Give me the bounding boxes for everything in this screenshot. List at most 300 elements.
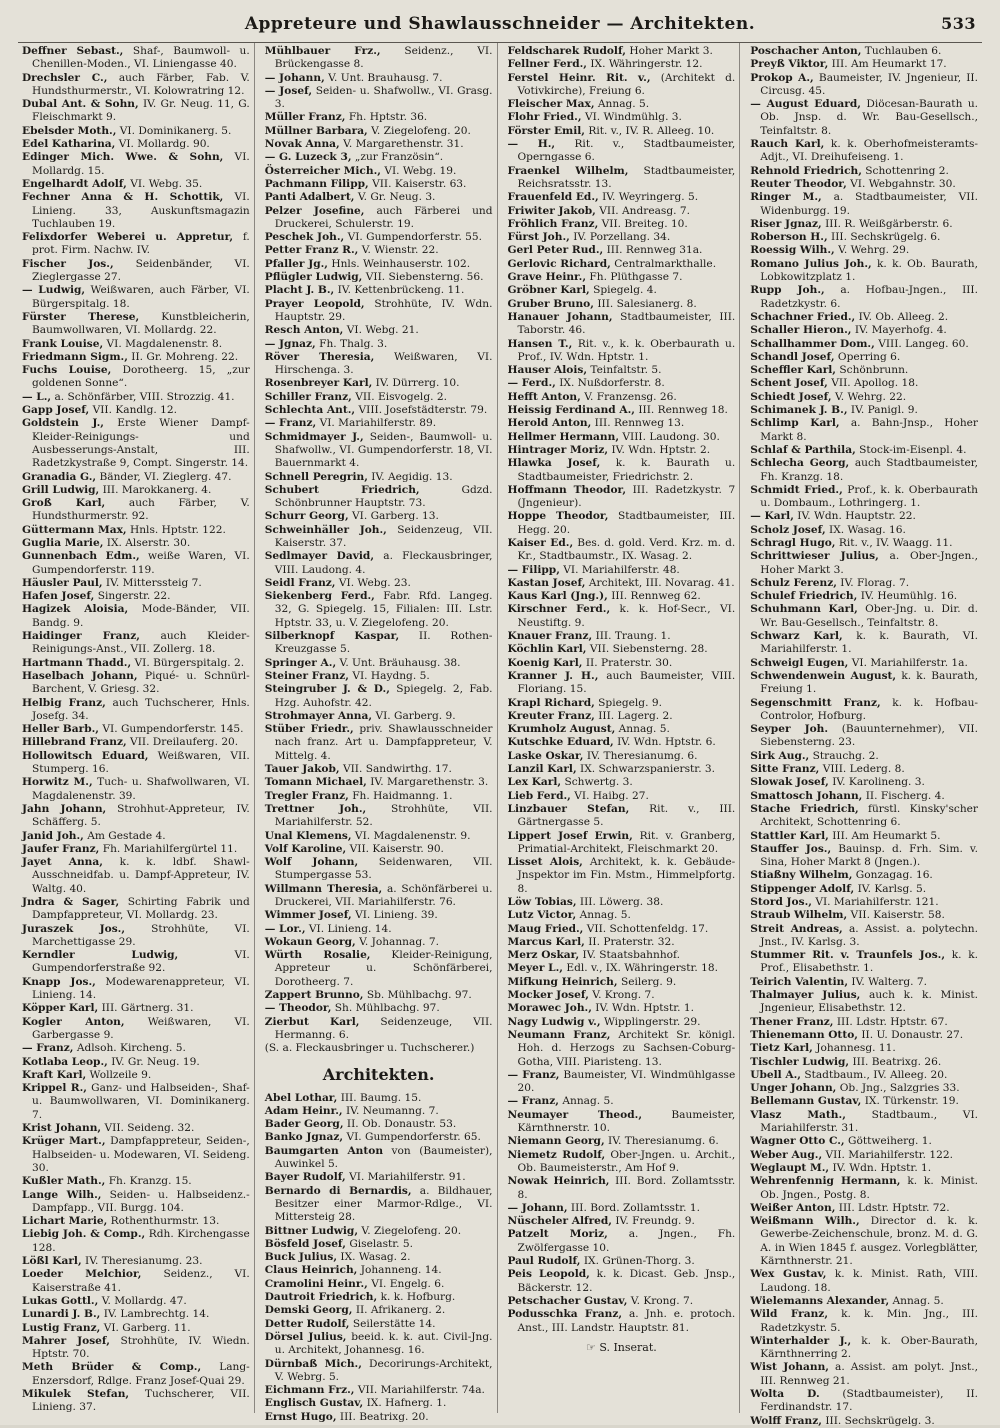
entry-name: Adam Heinr.,	[264, 1104, 343, 1117]
entry-name: Detter Rudolf,	[264, 1317, 350, 1330]
entry-name: Unger Johann,	[750, 1082, 837, 1095]
entry-details: priv. Shawlausschneider nach franz. Art u. Dampfappreteur, V. Mittelg. 4.	[274, 723, 493, 762]
directory-entry	[750, 923, 978, 950]
entry-name: Marcus Karl,	[507, 935, 585, 948]
entry-details: IV. Kettenbrückeng. 11.	[337, 284, 465, 297]
entry-details: Spiegelg. 2, Fab. Hzg. Auhofstr. 42.	[274, 683, 493, 709]
entry-details: Bänder, VI. Zieglerg. 47.	[99, 470, 232, 483]
entry-name: Kirschner Ferd.,	[507, 603, 611, 616]
entry-details: a. Stadtbaumeister, VII. Widenburgg. 19.	[760, 191, 978, 217]
directory-entry	[508, 444, 736, 457]
entry-details: Tuchscherer, VII. Linieng. 37.	[32, 1387, 250, 1414]
directory-entry	[750, 457, 978, 484]
directory-entry	[508, 1268, 736, 1295]
directory-entry	[22, 1322, 250, 1335]
directory-entry	[265, 1264, 493, 1277]
entry-name: Englisch Gustav,	[264, 1397, 364, 1410]
entry-name: Schlaf & Parthila,	[750, 443, 856, 456]
entry-details: III. Marokkanerg. 4.	[102, 483, 212, 496]
entry-name: Rupp Joh.,	[750, 284, 825, 297]
entry-name: Jndra & Sager,	[22, 896, 120, 908]
entry-details: Seidenbänder, VI. Zieglergasse 27.	[32, 257, 250, 284]
entry-name: Lunardi J. B.,	[22, 1308, 101, 1321]
entry-details: Spiegelg. 9.	[598, 696, 662, 709]
directory-entry	[265, 1304, 493, 1317]
entry-name: Nowak Heinrich,	[507, 1175, 610, 1188]
entry-name: Mikulek Stefan,	[22, 1387, 130, 1400]
entry-name: Stummer Rit. v. Traunfels Jos.,	[750, 949, 946, 962]
entry-details: VI. Bürgerspitalg. 2.	[134, 656, 245, 669]
entry-details: VI. Linieng. 33, Auskunftsmagazin Tuchlauben 19.	[32, 191, 250, 230]
directory-entry	[265, 231, 493, 244]
entry-name: Kranner J. H.,	[507, 669, 599, 682]
entry-details: Director d. k. k. Gewerbe-Zeichenschule, bronz. M. d. G. A. in Wien 1845 f. ausgez. Vorlegblätter, Kärnthnerstr. 21.	[760, 1215, 978, 1268]
entry-details: II. Praterstr. 30.	[585, 656, 673, 669]
entry-name: Schlimp Karl,	[750, 417, 840, 430]
entry-details: V. Franzensg. 26.	[584, 390, 677, 403]
entry-name: Frank Louise,	[22, 337, 104, 350]
entry-details: Operring 6.	[837, 350, 901, 363]
entry-details: VI. Haibg. 27.	[574, 789, 649, 802]
entry-details: III. Bord. Zollamtsstr. 8.	[517, 1175, 736, 1201]
entry-name: Haidinger Franz,	[22, 630, 140, 643]
entry-details: IV. Wdn. Hptstr. 2.	[611, 443, 711, 456]
entry-details: Giselastr. 5.	[349, 1237, 414, 1250]
entry-details: (Architekt d. Votivkirche), Freiung 6.	[517, 71, 736, 97]
entry-details: III. Beatrixg. 26.	[852, 1055, 942, 1068]
entry-name: Wolff Franz,	[750, 1414, 822, 1427]
entry-name: Ferstel Heinr. Rit. v.,	[507, 71, 651, 84]
directory-entry	[265, 723, 493, 763]
directory-entry	[750, 976, 978, 989]
entry-name: Guglia Marie,	[22, 536, 104, 549]
entry-name: Fraenkel Wilhelm,	[507, 164, 629, 177]
directory-entry	[750, 351, 978, 364]
directory-entry	[508, 577, 736, 590]
entry-name: Patzelt Moriz,	[507, 1228, 608, 1241]
entry-details: (Bauunternehmer), VII. Siebensterng. 23.	[760, 723, 978, 749]
entry-details: Fh. Hptstr. 36.	[348, 111, 428, 124]
entry-name: Niemann Georg,	[507, 1135, 605, 1148]
entry-details: auch Färber, Fab. V. Hundsthurmerstr., VI. Kolowratring 12.	[32, 71, 250, 97]
entry-name: Hauser Alois,	[507, 364, 588, 377]
entry-details: auch Tuchscherer, Hnls. Josefg. 34.	[32, 696, 250, 722]
entry-name: Deffner Sebast.,	[22, 45, 124, 57]
entry-details: VI. Mariahilferstr. 121.	[815, 896, 939, 908]
directory-entry	[22, 151, 250, 178]
directory-entry	[508, 723, 736, 736]
entry-name: Tregler Franz,	[264, 789, 349, 802]
directory-entry	[265, 191, 493, 204]
entry-name: Weißmann Wilh.,	[750, 1215, 860, 1228]
entry-details: beeid. k. k. aut. Civil-Jng. u. Architekt, Johannesg. 16.	[274, 1330, 493, 1357]
entry-name: Stippenger Adolf,	[750, 882, 855, 895]
directory-entry	[265, 510, 493, 523]
entry-name: Schimanek J. B.,	[750, 404, 848, 417]
directory-entry	[22, 949, 250, 976]
entry-details: Seidenz., VI. Kaiserstraße 41.	[32, 1268, 250, 1294]
entry-details: Göttweiherg. 1.	[847, 1135, 932, 1148]
entry-name: Roessig Wilh.,	[750, 244, 835, 257]
entry-details: IX. Hafnerg. 1.	[366, 1397, 447, 1410]
directory-entry	[750, 896, 978, 909]
entry-name: Hintrager Moriz,	[507, 443, 609, 456]
entry-name: Pelzer Josefine,	[264, 204, 365, 217]
directory-entry	[265, 1384, 493, 1397]
entry-details: Rdh. Kirchengasse 128.	[32, 1228, 250, 1254]
directory-entry	[508, 776, 736, 789]
directory-entry	[22, 1122, 250, 1135]
directory-entry	[750, 603, 978, 630]
entry-name: Ringer M.,	[750, 191, 822, 204]
directory-entry	[265, 1291, 493, 1304]
directory-entry	[22, 976, 250, 1003]
entry-details: Fh. Thalg. 3.	[319, 337, 388, 350]
entry-details: IV. Mayerhofg. 4.	[854, 324, 947, 337]
entry-details: VII. Sandwirthg. 17.	[342, 763, 452, 776]
entry-details: VI. Webg. 23.	[338, 576, 411, 589]
directory-entry	[750, 324, 978, 337]
directory-entry	[750, 657, 978, 670]
directory-entry	[265, 1105, 493, 1118]
entry-name: Friwiter Jakob,	[507, 204, 596, 217]
entry-name: Krüger Mart.,	[22, 1135, 106, 1148]
directory-entry	[508, 1135, 736, 1148]
section-heading: Architekten.	[322, 1064, 435, 1084]
directory-entry	[22, 311, 250, 338]
entry-details: Stadtbaumeister, III. Hegg. 20.	[517, 510, 736, 536]
entry-name: Groß Karl,	[22, 497, 106, 510]
entry-name: Merz Oskar,	[507, 949, 580, 962]
entry-name: Hartmann Thadd.,	[22, 656, 132, 669]
directory-entry	[265, 431, 493, 471]
entry-details: Schottenring 2.	[865, 164, 949, 177]
entry-details: Johannesg. 11.	[816, 1042, 896, 1055]
entry-details: IV. Theresianumg. 6.	[586, 749, 698, 762]
directory-entry	[265, 338, 493, 351]
entry-name: Weglaupt M.,	[750, 1161, 830, 1174]
entry-name: Linzbauer Stefan,	[507, 802, 630, 815]
entry-details: VI. Mariahilferstr. 1a.	[851, 656, 968, 669]
entry-details: IV. Mitterssteig 7.	[105, 576, 202, 589]
entry-details: k. k. Baurath, Freiung 1.	[760, 669, 978, 696]
entry-name: Heller Barb.,	[22, 723, 99, 736]
entry-details: Hoher Markt 3.	[629, 45, 713, 57]
directory-entry	[508, 1202, 736, 1215]
entry-details: Rit. v., Stadtbaumeister, Operngasse 6.	[517, 138, 736, 164]
entry-name: Hagizek Aloisia,	[22, 603, 129, 616]
entry-name: Wagner Otto C.,	[750, 1135, 845, 1148]
directory-entry	[22, 417, 250, 470]
entry-details: II. Rothen-Kreuzgasse 5.	[274, 630, 493, 656]
entry-details: Hnls. Hptstr. 122.	[130, 523, 226, 536]
entry-details: Strohhüte, IV. Wdn. Hauptstr. 29.	[274, 297, 493, 323]
entry-name: Edinger Mich. Wwe. & Sohn,	[22, 151, 224, 164]
entry-name: Wolf Johann,	[264, 856, 359, 869]
entry-name: Lutz Victor,	[507, 909, 577, 922]
entry-details: Spiegelg. 4.	[593, 284, 657, 297]
directory-entry	[750, 1308, 978, 1335]
entry-details: Stock-im-Eisenpl. 4.	[859, 443, 967, 456]
entry-details: Kunstbleicherin, Baumwollwaren, VI. Mollardg. 22.	[32, 310, 250, 337]
directory-entry	[508, 936, 736, 949]
entry-details: VI. Mariahilferstr. 48.	[563, 563, 680, 576]
entry-name: Rehnold Friedrich,	[750, 164, 862, 177]
entry-details: Annag. 5.	[618, 723, 670, 736]
entry-details: VII. Schottenfeldg. 17.	[586, 922, 709, 935]
entry-name: Flohr Fried.,	[507, 111, 582, 124]
directory-entry	[508, 564, 736, 577]
directory-entry	[750, 1149, 978, 1162]
directory-entry	[508, 976, 736, 989]
entry-details: k. k. Minist. Ob. Jngen., Postg. 8.	[760, 1175, 978, 1201]
entry-details: Diöcesan-Baurath u. Ob. Jnsp. d. Wr. Bau-Gesellsch., Teinfaltstr. 8.	[760, 98, 979, 137]
entry-details: II. Gr. Mohreng. 22.	[131, 350, 239, 363]
directory-entry	[265, 577, 493, 590]
entry-details: Wipplingerstr. 29.	[603, 1015, 701, 1028]
entry-name: Schulef Friedrich,	[750, 590, 858, 603]
entry-details: VI. Linieng. 14.	[308, 922, 392, 935]
directory-entry	[22, 776, 250, 803]
directory-entry	[508, 590, 736, 603]
entry-name: Slowak Josef,	[750, 776, 829, 789]
entry-name: Dubal Ant. & Sohn,	[22, 98, 139, 111]
directory-entry	[508, 391, 736, 404]
directory-entry	[750, 45, 978, 58]
directory-entry	[265, 404, 493, 417]
directory-entry	[750, 484, 978, 511]
directory-entry	[508, 271, 736, 284]
entry-details: IV. Florag. 7.	[840, 576, 910, 589]
directory-entry	[22, 1228, 250, 1255]
directory-entry	[750, 58, 978, 71]
directory-entry	[265, 1118, 493, 1131]
entry-details: auch Baumeister, VIII. Floriang. 15.	[517, 669, 736, 696]
directory-entry	[265, 125, 493, 138]
entry-name: Feldscharek Rudolf,	[507, 45, 626, 57]
entry-details: VI. Mollardg. 15.	[32, 151, 250, 177]
entry-details: V. Ziegelofeng. 20.	[361, 1224, 462, 1237]
directory-entry	[750, 377, 978, 390]
entry-details: f. prot. Firm. Nachw. IV.	[32, 231, 250, 257]
entry-name: Friedmann Sigm.,	[22, 350, 128, 363]
entry-name: Schurr Georg,	[264, 510, 349, 523]
directory-entry	[22, 404, 250, 417]
entry-name: Liebig Joh. & Comp.,	[22, 1228, 146, 1241]
entry-details: Schirting Fabrik und Dampfappreteur, VI. Mollardg. 23.	[32, 896, 250, 922]
entry-name: Hlawka Josef,	[507, 457, 601, 470]
entry-name: Hafen Josef,	[22, 590, 95, 603]
directory-entry	[750, 1335, 978, 1362]
entry-details: IV. Lambrechtg. 14.	[103, 1308, 210, 1321]
entry-details: Architekt, III. Novarag. 41.	[588, 576, 735, 589]
entry-name: Kraft Karl,	[22, 1068, 87, 1081]
directory-entry	[22, 923, 250, 950]
directory-entry	[750, 1056, 978, 1069]
entry-name: Heissig Ferdinand A.,	[507, 404, 635, 417]
entry-details: V. Krong. 7.	[630, 1294, 694, 1307]
directory-entry	[508, 510, 736, 537]
directory-entry	[265, 790, 493, 803]
entry-name: Gapp Josef,	[22, 404, 90, 417]
directory-entry	[265, 151, 493, 164]
entry-name: Mahrer Josef,	[22, 1334, 110, 1347]
directory-entry	[750, 1202, 978, 1215]
directory-entry	[508, 218, 736, 231]
entry-name: — L.,	[22, 390, 52, 403]
directory-entry	[508, 484, 736, 511]
entry-name: Weißer Anton,	[750, 1201, 836, 1214]
entry-name: Prokop A.,	[750, 71, 814, 84]
directory-entry	[22, 178, 250, 191]
entry-name: Jaufer Franz,	[22, 842, 100, 855]
entry-name: Schwarz Karl,	[750, 630, 843, 643]
directory-entry	[22, 657, 250, 670]
entry-details: Dampfappreteur, Seiden-, Halbseiden- u. Modewaren, VI. Seideng. 30.	[32, 1135, 250, 1174]
entry-name: Granadia G.,	[22, 470, 97, 483]
entry-name: Fleischer Max,	[507, 98, 595, 111]
entry-details: V. Margarethenstr. 31.	[343, 138, 464, 151]
entry-name: Hollowitsch Eduard,	[22, 749, 149, 762]
entry-details: VI. Haydng. 5.	[352, 669, 430, 682]
entry-details: auch Färberei und Druckerei, Schulerstr. 19.	[274, 204, 493, 230]
directory-entry	[22, 843, 250, 856]
entry-name: Wild Franz,	[750, 1308, 829, 1321]
directory-entry	[508, 1095, 736, 1108]
entry-name: Stauffer Jos.,	[750, 842, 832, 855]
entry-details: Edl. v., IX. Währingerstr. 18.	[566, 962, 718, 975]
entry-details: VI. Webg. 35.	[130, 177, 203, 190]
entry-details: V. Gr. Neug. 3.	[357, 191, 436, 204]
directory-entry	[750, 577, 978, 590]
directory-entry	[265, 776, 493, 789]
entry-details: VII. Kaiserstr. 63.	[372, 177, 467, 190]
entry-details: a. Hofbau-Jngen., III. Radetzkystr. 6.	[760, 284, 978, 310]
entry-details: auch Färber, V. Hundsthurmerstr. 92.	[32, 497, 250, 523]
entry-name: — Johann,	[507, 1201, 568, 1214]
entry-details: a. Assist. am polyt. Jnst., III. Rennweg 21.	[760, 1361, 978, 1387]
entry-name: Sitte Franz,	[750, 763, 820, 776]
entry-details: Seiden- u. Halbseidenz.-Dampfapp., VII. Burgg. 104.	[32, 1188, 250, 1214]
directory-entry	[22, 138, 250, 151]
entry-name: — Franz,	[507, 1095, 559, 1108]
entry-name: Grave Heinr.,	[507, 271, 587, 284]
directory-entry	[265, 165, 493, 178]
directory-entry	[265, 830, 493, 843]
entry-name: Abel Lothar,	[264, 1091, 338, 1104]
directory-entry	[22, 830, 250, 843]
entry-details: III. Rennweg 13.	[594, 417, 685, 430]
entry-name: Strohmayer Anna,	[264, 709, 373, 722]
directory-entry	[508, 962, 736, 975]
entry-details: V. Mollardg. 47.	[101, 1294, 187, 1307]
directory-entry	[22, 98, 250, 125]
entry-details: weiße Waren, VI. Gumpendorferstr. 119.	[32, 550, 250, 576]
entry-name: Fuchs Louise,	[22, 364, 112, 377]
entry-name: Müller Franz,	[264, 111, 346, 124]
entry-details: a. Fleckausbringer, VIII. Laudong. 4.	[274, 550, 493, 576]
entry-details: Dorotheerg. 15, „zur goldenen Sonne“.	[32, 364, 250, 390]
entry-name: Preyß Viktor,	[750, 58, 829, 71]
directory-entry	[22, 524, 250, 537]
directory-entry	[22, 1308, 250, 1321]
entry-name: Siekenberg Ferd.,	[264, 590, 375, 603]
entry-name: Teirich Valentin,	[750, 975, 849, 988]
entry-details: Seidenzeuge, VII. Hermanng. 6.	[274, 1015, 493, 1041]
column-2	[261, 43, 498, 1423]
entry-name: Dautroit Friedrich,	[264, 1291, 378, 1304]
directory-entry	[265, 683, 493, 710]
directory-entry	[750, 1095, 978, 1108]
entry-name: Kußler Math.,	[22, 1175, 106, 1188]
entry-name: Volf Karoline,	[264, 842, 347, 855]
directory-entry	[22, 191, 250, 231]
entry-details: k. k. Min. Jng., III. Radetzkystr. 5.	[760, 1308, 978, 1334]
entry-name: Stache Friedrich,	[750, 802, 859, 815]
entry-name: Lanzil Karl,	[507, 763, 577, 776]
entry-details: Seilerg. 9.	[620, 975, 677, 988]
entry-details: Annag. 5.	[562, 1095, 614, 1108]
entry-name: Schent Josef,	[750, 377, 828, 390]
entry-details: VI. Linieng. 39.	[355, 909, 438, 922]
directory-entry	[750, 444, 978, 457]
directory-entry	[508, 165, 736, 192]
entry-name: Schandl Josef,	[750, 350, 835, 363]
entry-details: Seidenwaren, VII. Stumpergasse 53.	[274, 856, 493, 882]
entry-name: — Franz,	[22, 1042, 74, 1055]
entry-name: Niemetz Rudolf,	[507, 1148, 606, 1161]
entry-name: Helbig Franz,	[22, 696, 106, 709]
directory-entry	[508, 231, 736, 244]
entry-details: auch Stadtbaumeister, Fh. Kranzg. 18.	[760, 457, 978, 483]
entry-details: Johanneng. 14.	[360, 1264, 442, 1277]
entry-details: III. Beatrixg. 20.	[339, 1410, 429, 1423]
directory-entry	[508, 710, 736, 723]
entry-details: VIII. Laudong. 30.	[622, 430, 720, 443]
directory-entry	[265, 1171, 493, 1184]
directory-entry	[22, 896, 250, 923]
entry-name: Thalmayer Julius,	[750, 989, 861, 1002]
entry-details: Rit. v. Granberg, Primatial-Architekt, Fleischmarkt 20.	[517, 829, 736, 855]
entry-name: Silberknopf Kaspar,	[264, 630, 400, 643]
directory-entry	[750, 391, 978, 404]
entry-name: Banko Jgnaz,	[264, 1131, 344, 1144]
entry-details: III. Bord. Zollamtsstr. 1.	[570, 1201, 700, 1214]
directory-entry	[508, 790, 736, 803]
directory-entry	[22, 125, 250, 138]
entry-details: Ober-Jng. u. Dir. d. Wr. Bau-Gesellsch., Teinfaltstr. 8.	[760, 603, 978, 629]
directory-entry	[265, 1397, 493, 1410]
entry-details: III. R. Weißgärberstr. 6.	[825, 217, 953, 230]
directory-entry	[750, 1082, 978, 1095]
entry-name: Dürnbaß Mich.,	[264, 1357, 362, 1370]
directory-entry	[22, 550, 250, 577]
entry-name: Stord Jos.,	[750, 896, 812, 908]
entry-name: Romano Julius Joh.,	[750, 257, 872, 270]
directory-entry	[508, 404, 736, 417]
entry-name: Springer A.,	[264, 656, 337, 669]
entry-details: III. Rennweg 62.	[611, 590, 701, 603]
entry-name: Sedlmayer David,	[264, 550, 375, 563]
entry-details: IV. Walterg. 7.	[851, 975, 927, 988]
directory-entry	[265, 1251, 493, 1264]
directory-entry	[265, 111, 493, 124]
entry-details: IX. Alserstr. 30.	[106, 536, 191, 549]
entry-name: Eichmann Frz.,	[264, 1384, 355, 1397]
directory-entry	[750, 1295, 978, 1308]
directory-entry	[750, 843, 978, 870]
entry-name: Würth Rosalie,	[264, 949, 371, 962]
